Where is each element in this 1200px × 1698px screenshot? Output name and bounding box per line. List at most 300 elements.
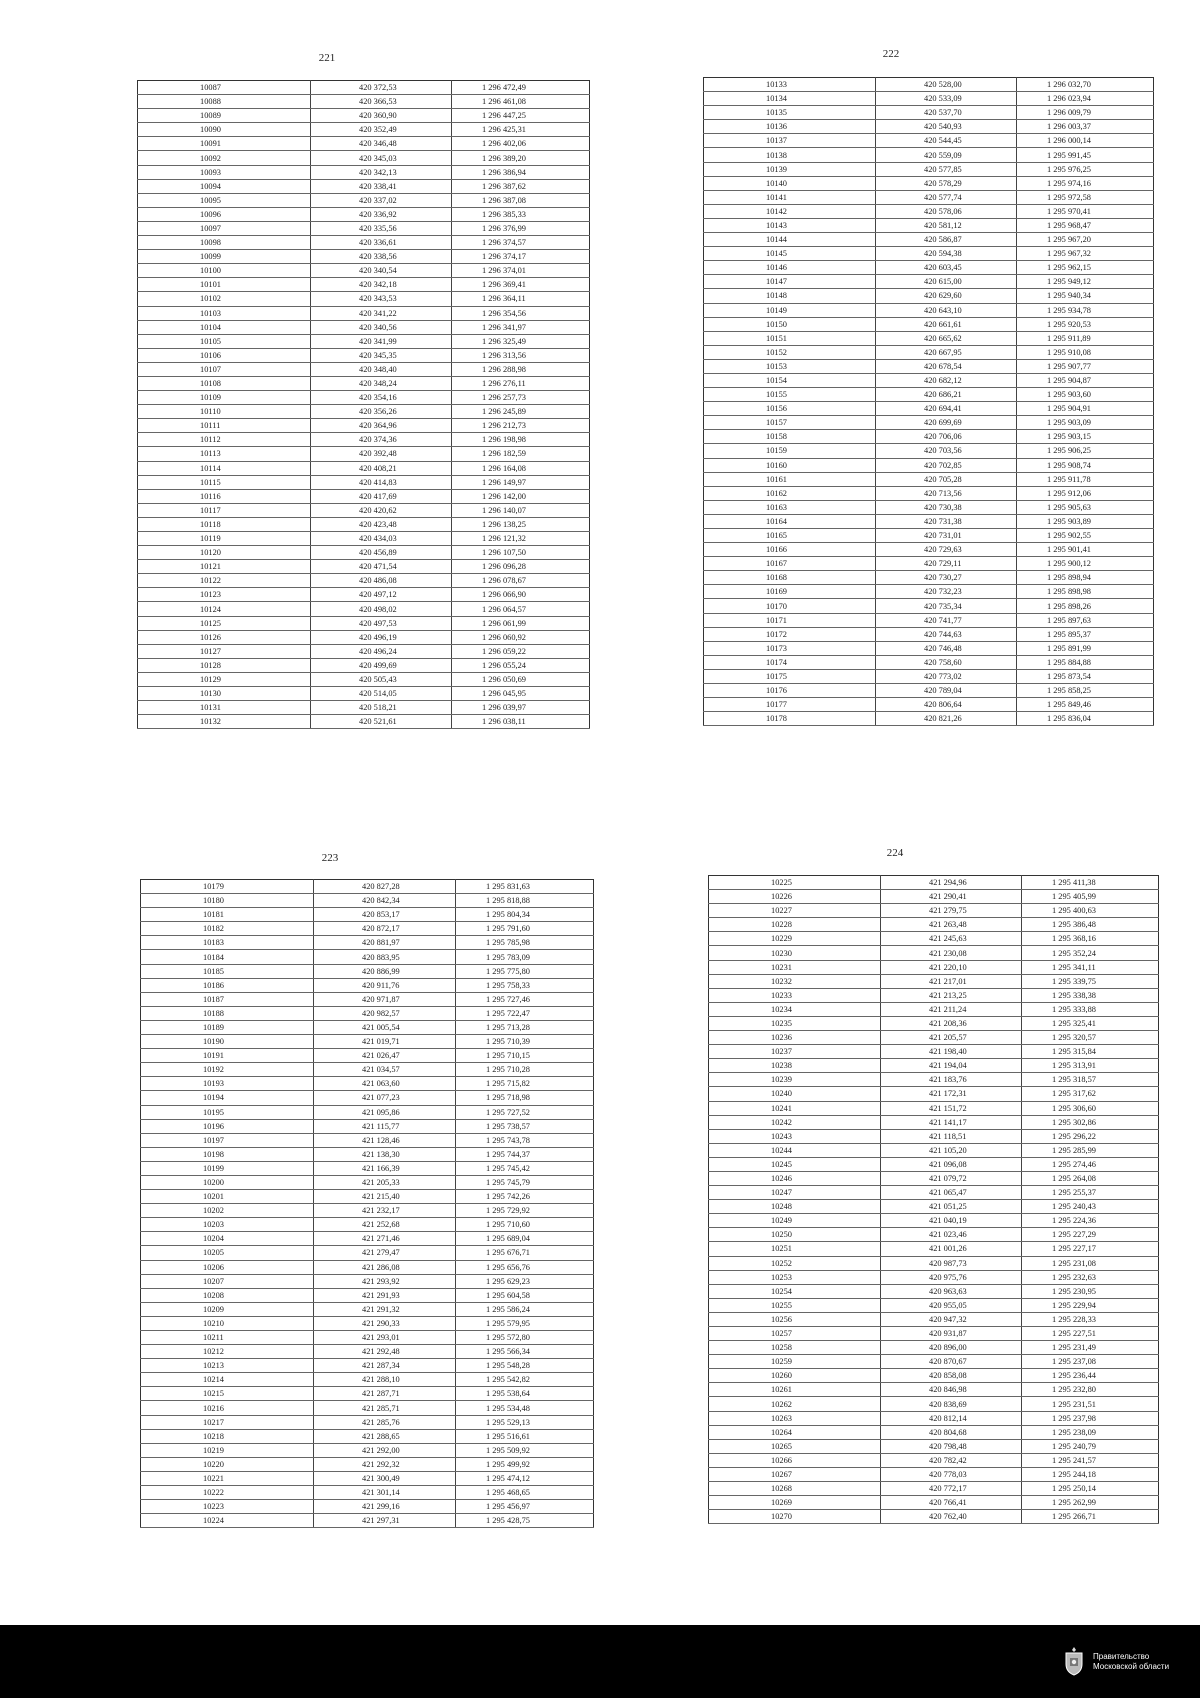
table-row (704, 388, 1154, 402)
table-row (709, 876, 1159, 890)
table-row (704, 402, 1154, 416)
y-coordinate-cell: 1 295 710,39 (456, 1035, 594, 1049)
table-row (709, 1453, 1159, 1467)
x-coordinate-cell: 421 288,10 (314, 1373, 456, 1387)
point-number-cell: 10119 (138, 532, 311, 546)
y-coordinate-cell: 1 295 903,09 (1017, 416, 1154, 430)
point-number-cell: 10128 (138, 658, 311, 672)
y-coordinate-cell: 1 295 228,33 (1022, 1312, 1159, 1326)
y-coordinate-cell: 1 295 744,37 (456, 1147, 594, 1161)
point-number-cell: 10238 (709, 1059, 881, 1073)
point-number-cell: 10138 (704, 148, 876, 162)
y-coordinate-cell: 1 295 775,80 (456, 964, 594, 978)
y-coordinate-cell: 1 296 386,94 (452, 165, 590, 179)
point-number-cell: 10193 (141, 1077, 314, 1091)
point-number-cell: 10133 (704, 78, 876, 92)
table-row (138, 137, 590, 151)
point-number-cell: 10237 (709, 1045, 881, 1059)
x-coordinate-cell: 420 706,06 (876, 430, 1017, 444)
point-number-cell: 10108 (138, 376, 311, 390)
y-coordinate-cell: 1 295 266,71 (1022, 1510, 1159, 1524)
y-coordinate-cell: 1 295 858,25 (1017, 684, 1154, 698)
point-number-cell: 10242 (709, 1115, 881, 1129)
table-row (141, 1457, 594, 1471)
y-coordinate-cell: 1 295 967,20 (1017, 233, 1154, 247)
point-number-cell: 10204 (141, 1232, 314, 1246)
table-row (141, 1316, 594, 1330)
x-coordinate-cell: 420 643,10 (876, 303, 1017, 317)
point-number-cell: 10135 (704, 106, 876, 120)
y-coordinate-cell: 1 296 066,90 (452, 588, 590, 602)
table-row (141, 880, 594, 894)
point-number-cell: 10089 (138, 109, 311, 123)
point-number-cell: 10149 (704, 303, 876, 317)
x-coordinate-cell: 420 348,24 (311, 376, 452, 390)
point-number-cell: 10211 (141, 1331, 314, 1345)
y-coordinate-cell: 1 295 974,16 (1017, 176, 1154, 190)
point-number-cell: 10145 (704, 247, 876, 261)
point-number-cell: 10098 (138, 236, 311, 250)
x-coordinate-cell: 420 521,61 (311, 715, 452, 729)
table-row (138, 292, 590, 306)
x-coordinate-cell: 421 194,04 (881, 1059, 1022, 1073)
table-row (704, 261, 1154, 275)
table-row (704, 190, 1154, 204)
table-row (704, 698, 1154, 712)
point-number-cell: 10171 (704, 613, 876, 627)
y-coordinate-cell: 1 295 264,08 (1022, 1171, 1159, 1185)
y-coordinate-cell: 1 296 039,97 (452, 701, 590, 715)
table-row (709, 1101, 1159, 1115)
y-coordinate-cell: 1 295 529,13 (456, 1415, 594, 1429)
point-number-cell: 10227 (709, 904, 881, 918)
x-coordinate-cell: 420 392,48 (311, 447, 452, 461)
point-number-cell: 10099 (138, 250, 311, 264)
point-number-cell: 10129 (138, 672, 311, 686)
point-number-cell: 10130 (138, 687, 311, 701)
point-number-cell: 10103 (138, 306, 311, 320)
x-coordinate-cell: 421 215,40 (314, 1190, 456, 1204)
x-coordinate-cell: 421 063,60 (314, 1077, 456, 1091)
x-coordinate-cell: 420 686,21 (876, 388, 1017, 402)
y-coordinate-cell: 1 296 164,08 (452, 461, 590, 475)
y-coordinate-cell: 1 295 548,28 (456, 1359, 594, 1373)
table-row (138, 362, 590, 376)
x-coordinate-cell: 421 095,86 (314, 1105, 456, 1119)
y-coordinate-cell: 1 295 911,89 (1017, 331, 1154, 345)
point-number-cell: 10244 (709, 1143, 881, 1157)
y-coordinate-cell: 1 295 236,44 (1022, 1369, 1159, 1383)
y-coordinate-cell: 1 295 898,98 (1017, 585, 1154, 599)
point-number-cell: 10111 (138, 419, 311, 433)
x-coordinate-cell: 421 001,26 (881, 1242, 1022, 1256)
x-coordinate-cell: 420 340,54 (311, 264, 452, 278)
table-row (138, 109, 590, 123)
point-number-cell: 10159 (704, 444, 876, 458)
x-coordinate-cell: 421 077,23 (314, 1091, 456, 1105)
x-coordinate-cell: 421 288,65 (314, 1429, 456, 1443)
point-number-cell: 10196 (141, 1119, 314, 1133)
point-number-cell: 10259 (709, 1355, 881, 1369)
table-row (141, 1429, 594, 1443)
point-number-cell: 10210 (141, 1316, 314, 1330)
y-coordinate-cell: 1 295 499,92 (456, 1457, 594, 1471)
x-coordinate-cell: 420 352,49 (311, 123, 452, 137)
x-coordinate-cell: 420 338,56 (311, 250, 452, 264)
x-coordinate-cell: 420 338,41 (311, 179, 452, 193)
x-coordinate-cell: 421 245,63 (881, 932, 1022, 946)
point-number-cell: 10228 (709, 918, 881, 932)
point-number-cell: 10257 (709, 1327, 881, 1341)
table-row (704, 585, 1154, 599)
y-coordinate-cell: 1 295 542,82 (456, 1373, 594, 1387)
y-coordinate-cell: 1 295 898,26 (1017, 599, 1154, 613)
point-number-cell: 10195 (141, 1105, 314, 1119)
table-row (709, 1031, 1159, 1045)
point-number-cell: 10097 (138, 221, 311, 235)
point-number-cell: 10234 (709, 1002, 881, 1016)
table-row (141, 992, 594, 1006)
x-coordinate-cell: 420 883,95 (314, 950, 456, 964)
y-coordinate-cell: 1 295 743,78 (456, 1133, 594, 1147)
point-number-cell: 10236 (709, 1031, 881, 1045)
y-coordinate-cell: 1 296 472,49 (452, 81, 590, 95)
y-coordinate-cell: 1 296 038,11 (452, 715, 590, 729)
x-coordinate-cell: 420 772,17 (881, 1482, 1022, 1496)
x-coordinate-cell: 421 292,00 (314, 1443, 456, 1457)
table-row (138, 165, 590, 179)
point-number-cell: 10180 (141, 894, 314, 908)
x-coordinate-cell: 420 782,42 (881, 1453, 1022, 1467)
y-coordinate-cell: 1 296 276,11 (452, 376, 590, 390)
table-row (709, 932, 1159, 946)
table-row (709, 1073, 1159, 1087)
point-number-cell: 10170 (704, 599, 876, 613)
table-row (704, 176, 1154, 190)
y-coordinate-cell: 1 295 906,25 (1017, 444, 1154, 458)
y-coordinate-cell: 1 295 727,46 (456, 992, 594, 1006)
table-row (138, 306, 590, 320)
point-number-cell: 10164 (704, 514, 876, 528)
y-coordinate-cell: 1 295 386,48 (1022, 918, 1159, 932)
point-number-cell: 10151 (704, 331, 876, 345)
y-coordinate-cell: 1 295 572,80 (456, 1331, 594, 1345)
x-coordinate-cell: 420 731,01 (876, 529, 1017, 543)
y-coordinate-cell: 1 295 940,34 (1017, 289, 1154, 303)
point-number-cell: 10175 (704, 669, 876, 683)
y-coordinate-cell: 1 295 804,34 (456, 908, 594, 922)
point-number-cell: 10131 (138, 701, 311, 715)
coordinates-table (140, 879, 594, 1528)
y-coordinate-cell: 1 296 023,94 (1017, 92, 1154, 106)
point-number-cell: 10172 (704, 627, 876, 641)
x-coordinate-cell: 421 096,08 (881, 1157, 1022, 1171)
y-coordinate-cell: 1 295 898,94 (1017, 571, 1154, 585)
point-number-cell: 10124 (138, 602, 311, 616)
point-number-cell: 10232 (709, 974, 881, 988)
table-row (141, 978, 594, 992)
point-number-cell: 10267 (709, 1467, 881, 1481)
y-coordinate-cell: 1 296 138,25 (452, 517, 590, 531)
point-number-cell: 10125 (138, 616, 311, 630)
point-number-cell: 10199 (141, 1161, 314, 1175)
point-number-cell: 10174 (704, 655, 876, 669)
y-coordinate-cell: 1 295 232,80 (1022, 1383, 1159, 1397)
point-number-cell: 10249 (709, 1214, 881, 1228)
point-number-cell: 10245 (709, 1157, 881, 1171)
x-coordinate-cell: 421 198,40 (881, 1045, 1022, 1059)
y-coordinate-cell: 1 295 405,99 (1022, 890, 1159, 904)
y-coordinate-cell: 1 296 341,97 (452, 320, 590, 334)
y-coordinate-cell: 1 295 302,86 (1022, 1115, 1159, 1129)
table-row (138, 644, 590, 658)
y-coordinate-cell: 1 295 742,26 (456, 1190, 594, 1204)
x-coordinate-cell: 420 499,69 (311, 658, 452, 672)
x-coordinate-cell: 420 699,69 (876, 416, 1017, 430)
y-coordinate-cell: 1 295 967,32 (1017, 247, 1154, 261)
x-coordinate-cell: 420 414,83 (311, 475, 452, 489)
y-coordinate-cell: 1 295 907,77 (1017, 359, 1154, 373)
table-row (709, 1002, 1159, 1016)
y-coordinate-cell: 1 295 320,57 (1022, 1031, 1159, 1045)
y-coordinate-cell: 1 296 140,07 (452, 503, 590, 517)
x-coordinate-cell: 421 291,93 (314, 1288, 456, 1302)
y-coordinate-cell: 1 295 227,17 (1022, 1242, 1159, 1256)
y-coordinate-cell: 1 295 230,95 (1022, 1284, 1159, 1298)
y-coordinate-cell: 1 295 934,78 (1017, 303, 1154, 317)
table-row (138, 616, 590, 630)
x-coordinate-cell: 420 812,14 (881, 1411, 1022, 1425)
x-coordinate-cell: 420 735,34 (876, 599, 1017, 613)
point-number-cell: 10205 (141, 1246, 314, 1260)
table-row (138, 236, 590, 250)
point-number-cell: 10270 (709, 1510, 881, 1524)
x-coordinate-cell: 421 263,48 (881, 918, 1022, 932)
table-row (704, 599, 1154, 613)
point-number-cell: 10153 (704, 359, 876, 373)
x-coordinate-cell: 420 870,67 (881, 1355, 1022, 1369)
point-number-cell: 10263 (709, 1411, 881, 1425)
point-number-cell: 10243 (709, 1129, 881, 1143)
point-number-cell: 10182 (141, 922, 314, 936)
footer-line-2: Московской области (1093, 1662, 1170, 1671)
point-number-cell: 10177 (704, 698, 876, 712)
x-coordinate-cell: 420 345,35 (311, 348, 452, 362)
table-row (138, 489, 590, 503)
point-number-cell: 10192 (141, 1063, 314, 1077)
x-coordinate-cell: 420 911,76 (314, 978, 456, 992)
y-coordinate-cell: 1 295 718,98 (456, 1091, 594, 1105)
point-number-cell: 10198 (141, 1147, 314, 1161)
x-coordinate-cell: 420 766,41 (881, 1496, 1022, 1510)
point-number-cell: 10142 (704, 204, 876, 218)
y-coordinate-cell: 1 295 231,49 (1022, 1341, 1159, 1355)
table-row (138, 588, 590, 602)
x-coordinate-cell: 420 496,19 (311, 630, 452, 644)
x-coordinate-cell: 421 287,34 (314, 1359, 456, 1373)
point-number-cell: 10173 (704, 641, 876, 655)
point-number-cell: 10146 (704, 261, 876, 275)
x-coordinate-cell: 420 540,93 (876, 120, 1017, 134)
table-row (704, 331, 1154, 345)
x-coordinate-cell: 420 744,63 (876, 627, 1017, 641)
x-coordinate-cell: 421 279,75 (881, 904, 1022, 918)
x-coordinate-cell: 420 667,95 (876, 345, 1017, 359)
y-coordinate-cell: 1 296 003,37 (1017, 120, 1154, 134)
point-number-cell: 10156 (704, 402, 876, 416)
table-row (704, 345, 1154, 359)
x-coordinate-cell: 420 982,57 (314, 1006, 456, 1020)
y-coordinate-cell: 1 295 722,47 (456, 1006, 594, 1020)
point-number-cell: 10258 (709, 1341, 881, 1355)
x-coordinate-cell: 420 354,16 (311, 391, 452, 405)
y-coordinate-cell: 1 295 227,51 (1022, 1327, 1159, 1341)
y-coordinate-cell: 1 296 096,28 (452, 560, 590, 574)
x-coordinate-cell: 420 505,43 (311, 672, 452, 686)
footer-line-1: Правительство (1093, 1652, 1150, 1661)
x-coordinate-cell: 420 544,45 (876, 134, 1017, 148)
y-coordinate-cell: 1 295 368,16 (1022, 932, 1159, 946)
coordinates-table (137, 80, 590, 729)
y-coordinate-cell: 1 296 107,50 (452, 546, 590, 560)
y-coordinate-cell: 1 295 713,28 (456, 1020, 594, 1034)
table-row (709, 1327, 1159, 1341)
table-row (141, 1091, 594, 1105)
point-number-cell: 10218 (141, 1429, 314, 1443)
x-coordinate-cell: 420 702,85 (876, 458, 1017, 472)
point-number-cell: 10268 (709, 1482, 881, 1496)
x-coordinate-cell: 421 291,32 (314, 1302, 456, 1316)
table-row (141, 1218, 594, 1232)
y-coordinate-cell: 1 295 676,71 (456, 1246, 594, 1260)
table-row (709, 904, 1159, 918)
table-row (709, 1425, 1159, 1439)
table-row (138, 658, 590, 672)
y-coordinate-cell: 1 295 968,47 (1017, 218, 1154, 232)
point-number-cell: 10194 (141, 1091, 314, 1105)
table-row (138, 376, 590, 390)
y-coordinate-cell: 1 296 050,69 (452, 672, 590, 686)
point-number-cell: 10165 (704, 529, 876, 543)
y-coordinate-cell: 1 296 212,73 (452, 419, 590, 433)
point-number-cell: 10212 (141, 1345, 314, 1359)
table-row (141, 1063, 594, 1077)
x-coordinate-cell: 420 486,08 (311, 574, 452, 588)
x-coordinate-cell: 420 975,76 (881, 1270, 1022, 1284)
table-row (704, 627, 1154, 641)
y-coordinate-cell: 1 296 182,59 (452, 447, 590, 461)
point-number-cell: 10230 (709, 946, 881, 960)
point-number-cell: 10160 (704, 458, 876, 472)
x-coordinate-cell: 421 290,41 (881, 890, 1022, 904)
y-coordinate-cell: 1 296 364,11 (452, 292, 590, 306)
y-coordinate-cell: 1 295 904,91 (1017, 402, 1154, 416)
y-coordinate-cell: 1 295 341,11 (1022, 960, 1159, 974)
point-number-cell: 10105 (138, 334, 311, 348)
point-number-cell: 10095 (138, 193, 311, 207)
y-coordinate-cell: 1 296 387,62 (452, 179, 590, 193)
table-row (704, 712, 1154, 726)
point-number-cell: 10120 (138, 546, 311, 560)
coat-of-arms-icon (1062, 1646, 1086, 1676)
point-number-cell: 10178 (704, 712, 876, 726)
point-number-cell: 10187 (141, 992, 314, 1006)
y-coordinate-cell: 1 296 064,57 (452, 602, 590, 616)
x-coordinate-cell: 420 629,60 (876, 289, 1017, 303)
point-number-cell: 10161 (704, 472, 876, 486)
x-coordinate-cell: 420 762,40 (881, 1510, 1022, 1524)
table-row (141, 1486, 594, 1500)
y-coordinate-cell: 1 296 447,25 (452, 109, 590, 123)
table-row (709, 1115, 1159, 1129)
table-row (704, 641, 1154, 655)
point-number-cell: 10154 (704, 373, 876, 387)
x-coordinate-cell: 421 293,01 (314, 1331, 456, 1345)
y-coordinate-cell: 1 295 318,57 (1022, 1073, 1159, 1087)
table-row (704, 416, 1154, 430)
table-row (141, 1500, 594, 1514)
point-number-cell: 10254 (709, 1284, 881, 1298)
y-coordinate-cell: 1 295 579,95 (456, 1316, 594, 1330)
table-row (141, 1331, 594, 1345)
y-coordinate-cell: 1 295 903,60 (1017, 388, 1154, 402)
table-row (709, 1059, 1159, 1073)
x-coordinate-cell: 420 342,18 (311, 278, 452, 292)
table-row (709, 918, 1159, 932)
x-coordinate-cell: 421 079,72 (881, 1171, 1022, 1185)
point-number-cell: 10100 (138, 264, 311, 278)
y-coordinate-cell: 1 296 374,17 (452, 250, 590, 264)
point-number-cell: 10167 (704, 557, 876, 571)
y-coordinate-cell: 1 295 785,98 (456, 936, 594, 950)
point-number-cell: 10183 (141, 936, 314, 950)
y-coordinate-cell: 1 295 745,79 (456, 1175, 594, 1189)
table-row (704, 458, 1154, 472)
y-coordinate-cell: 1 295 873,54 (1017, 669, 1154, 683)
x-coordinate-cell: 420 947,32 (881, 1312, 1022, 1326)
point-number-cell: 10092 (138, 151, 311, 165)
point-number-cell: 10117 (138, 503, 311, 517)
x-coordinate-cell: 420 729,63 (876, 543, 1017, 557)
table-row (704, 557, 1154, 571)
point-number-cell: 10266 (709, 1453, 881, 1467)
point-number-cell: 10162 (704, 486, 876, 500)
table-row (141, 1190, 594, 1204)
y-coordinate-cell: 1 296 376,99 (452, 221, 590, 235)
x-coordinate-cell: 420 336,61 (311, 236, 452, 250)
y-coordinate-cell: 1 296 059,22 (452, 644, 590, 658)
table-row (704, 684, 1154, 698)
y-coordinate-cell: 1 295 428,75 (456, 1514, 594, 1528)
table-row (138, 461, 590, 475)
point-number-cell: 10115 (138, 475, 311, 489)
table-row (138, 715, 590, 729)
x-coordinate-cell: 420 789,04 (876, 684, 1017, 698)
table-row (138, 278, 590, 292)
table-row (709, 988, 1159, 1002)
table-row (704, 92, 1154, 106)
table-row (138, 701, 590, 715)
point-number-cell: 10226 (709, 890, 881, 904)
y-coordinate-cell: 1 295 962,15 (1017, 261, 1154, 275)
x-coordinate-cell: 420 713,56 (876, 486, 1017, 500)
x-coordinate-cell: 421 019,71 (314, 1035, 456, 1049)
y-coordinate-cell: 1 296 354,56 (452, 306, 590, 320)
table-row (704, 106, 1154, 120)
table-row (141, 1373, 594, 1387)
table-row (141, 1175, 594, 1189)
y-coordinate-cell: 1 296 325,49 (452, 334, 590, 348)
